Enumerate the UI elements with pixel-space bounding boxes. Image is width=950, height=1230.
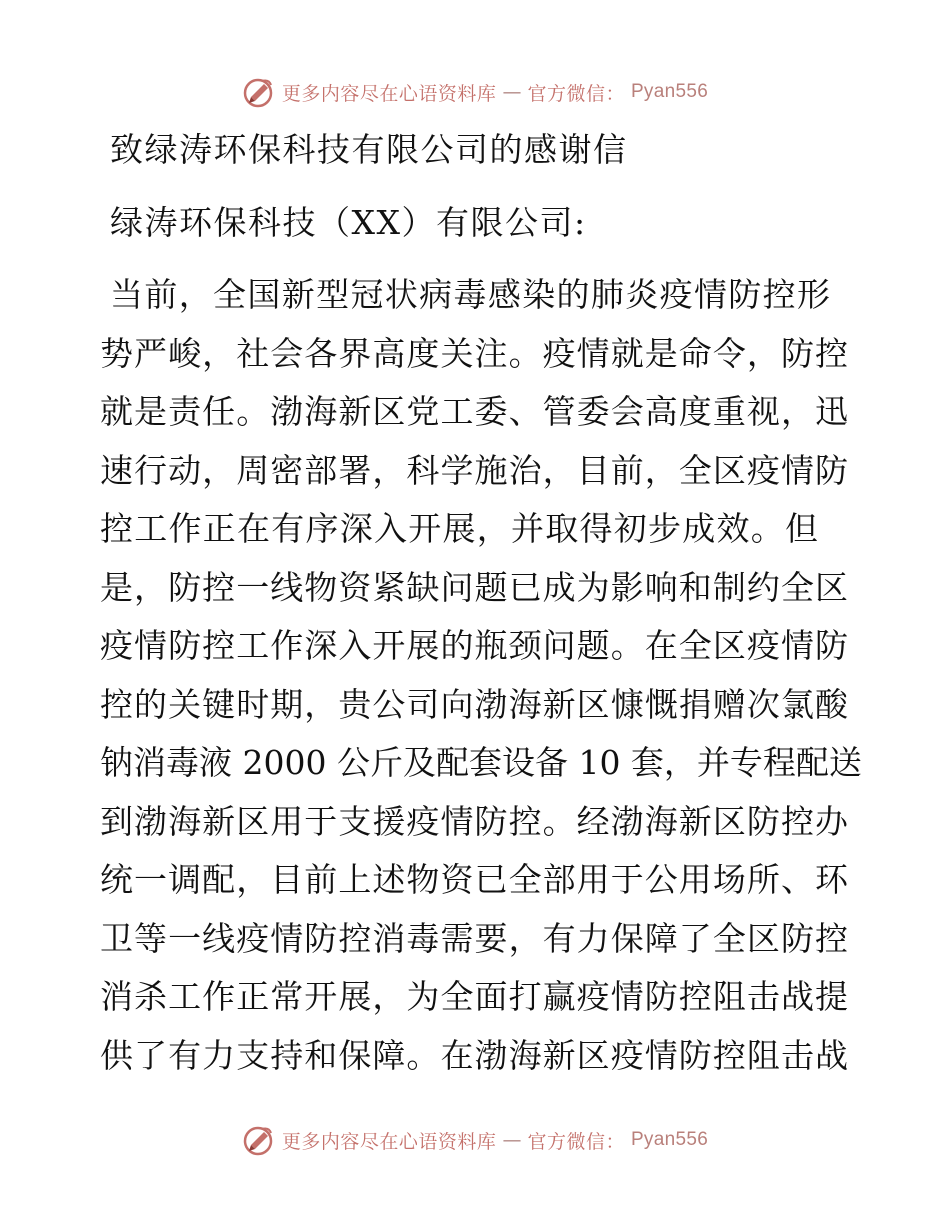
document-salutation: 绿涛环保科技（XX）有限公司: — [110, 203, 587, 242]
watermark-handle: Pyan556 — [630, 81, 709, 102]
body-line: 速行动，周密部署，科学施治，目前，全区疫情防 — [100, 450, 848, 490]
header-watermark — [0, 72, 950, 112]
document-pen-icon — [242, 1123, 276, 1157]
body-line: 供了有力支持和保障。在渤海新区疫情防控阻击战 — [100, 1035, 848, 1075]
document-title: 致绿涛环保科技有限公司的感谢信 — [110, 130, 628, 169]
body-line: 控工作正在有序深入开展，并取得初步成效。但 — [100, 509, 818, 548]
body-line: 疫情防控工作深入开展的瓶颈问题。在全区疫情防 — [100, 626, 848, 665]
body-line: 卫等一线疫情防控消毒需要，有力保障了全区防控 — [100, 918, 848, 958]
watermark-dash: — — [502, 81, 522, 103]
footer-watermark — [0, 1120, 950, 1160]
document-pen-icon — [242, 75, 276, 109]
body-line: 统一调配，目前上述物资已全部用于公用场所、环 — [100, 860, 848, 899]
body-line: 钠消毒液 2000 公斤及配套设备 10 套，并专程配送 — [100, 743, 862, 782]
body-line: 就是责任。渤海新区党工委、管委会高度重视，迅 — [100, 392, 848, 431]
watermark-label: 官方微信： — [527, 1130, 625, 1153]
body-line: 控的关键时期，贵公司向渤海新区慷慨捐赠次氯酸 — [100, 684, 848, 724]
document-body — [100, 272, 860, 1091]
body-line: 是，防控一线物资紧缺问题已成为影响和制约全区 — [100, 567, 848, 607]
body-line: 消杀工作正常开展，为全面打赢疫情防控阻击战提 — [100, 977, 848, 1016]
watermark-label: 官方微信： — [527, 82, 625, 105]
body-line: 当前，全国新型冠状病毒感染的肺炎疫情防控形 — [110, 275, 830, 314]
body-line: 到渤海新区用于支援疫情防控。经渤海新区防控办 — [100, 801, 848, 841]
watermark-text: 更多内容尽在心语资料库 — [281, 1130, 497, 1153]
watermark-text: 更多内容尽在心语资料库 — [281, 82, 497, 105]
watermark-dash: — — [502, 1129, 522, 1151]
watermark-handle: Pyan556 — [630, 1129, 709, 1150]
body-line: 势严峻，社会各界高度关注。疫情就是命令，防控 — [100, 333, 848, 373]
